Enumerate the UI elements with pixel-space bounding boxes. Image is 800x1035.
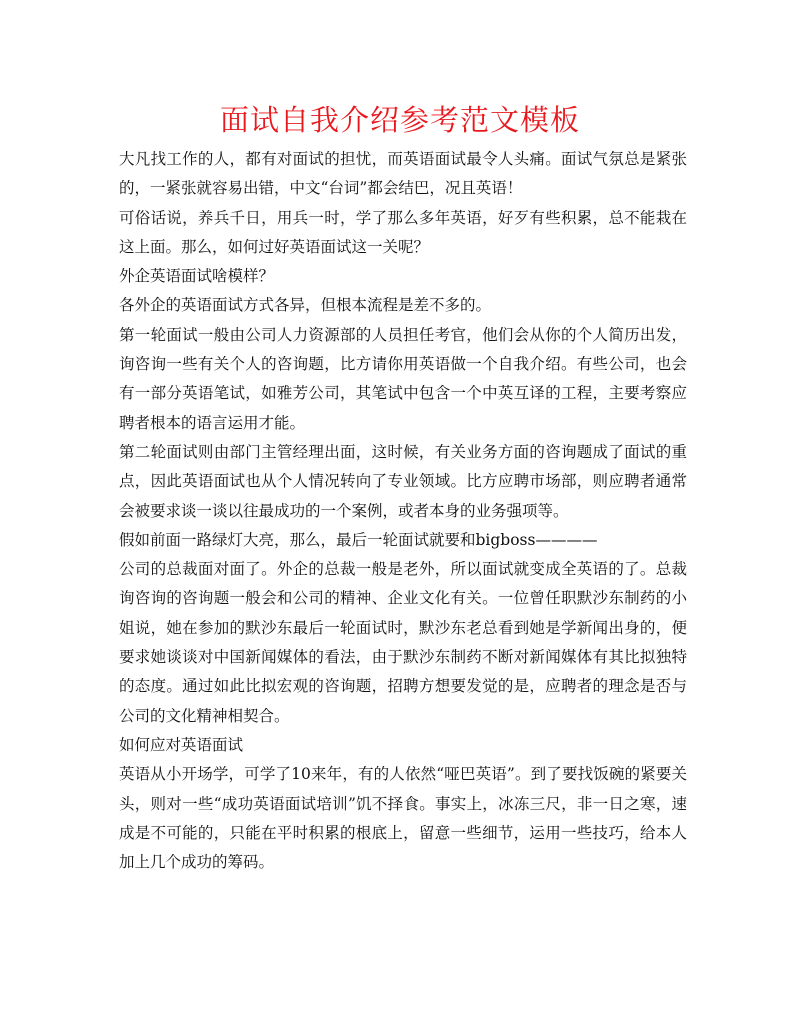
paragraph-intro-1: 大凡找工作的人，都有对面试的担忧，而英语面试最令人头痛。面试气氛总是紧张的，一紧张就容易出错，中文“台词”都会结巴，况且英语！ <box>119 150 687 198</box>
paragraph-intro-2: 可俗话说，养兵千日，用兵一时，学了那么多年英语，好歹有些积累，总不能栽在这上面。那么，如何过好英语面试这一关呢？ <box>119 208 687 256</box>
paragraph-final-round: 假如前面一路绿灯大亮，那么，最后一轮面试就要和bigboss———— <box>119 530 598 549</box>
paragraph-process-overview: 各外企的英语面试方式各异，但根本流程是差不多的。 <box>119 296 492 315</box>
paragraph-round-one: 第一轮面试一般由公司人力资源部的人员担任考官，他们会从你的个人简历出发，询咨询一些有关个人的咨询题，比方请你用英语做一个自我介绍。有些公司，也会有一部分英语笔试，如雅芳公司，其笔试中包含一个中英互译的工程，主要考察应聘者根本的语言运用才能。 <box>119 325 687 432</box>
document-body <box>119 145 687 877</box>
document-title: 面试自我介绍参考范文模板 <box>219 103 580 137</box>
paragraph-preparation: 英语从小开场学，可学了10来年，有的人依然“哑巴英语”。到了要找饭碗的紧要关头，则对一些“成功英语面试培训”饥不择食。事实上，冰冻三尺，非一日之寒，速成是不可能的，只能在平时积累的根底上，留意一些细节，运用一些技巧，给本人加上几个成功的筹码。 <box>119 765 687 872</box>
paragraph-round-two: 第二轮面试则由部门主管经理出面，这时候，有关业务方面的咨询题成了面试的重点，因此英语面试也从个人情况转向了专业领域。比方应聘市场部，则应聘者通常会被要求谈一谈以往最成功的一个案例，或者本身的业务强项等。 <box>119 442 687 520</box>
section-heading-how-to-handle: 如何应对英语面试 <box>119 735 244 754</box>
section-heading-foreign-interview: 外企英语面试啥模样？ <box>119 267 275 286</box>
paragraph-ceo-interview: 公司的总裁面对面了。外企的总裁一般是老外，所以面试就变成全英语的了。总裁询咨询的咨询题一般会和公司的精神、企业文化有关。一位曾任职默沙东制药的小姐说，她在参加的默沙东最后一轮面试时，默沙东老总看到她是学新闻出身的，便要求她谈谈对中国新闻媒体的看法，由于默沙东制药不断对新闻媒体有其比拟独特的态度。通过如此比拟宏观的咨询题，招聘方想要发觉的是，应聘者的理念是否与公司的文化精神相契合。 <box>119 560 687 725</box>
